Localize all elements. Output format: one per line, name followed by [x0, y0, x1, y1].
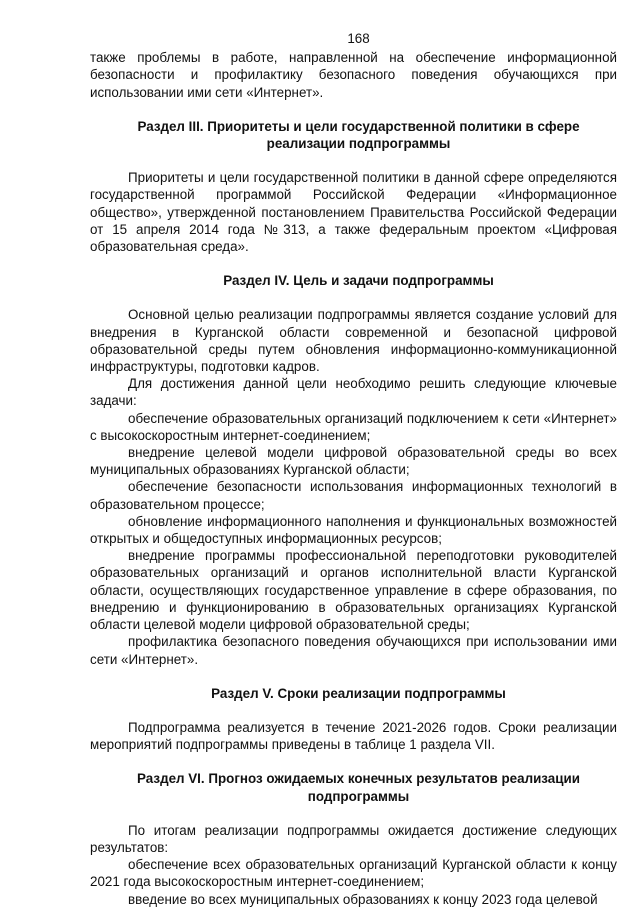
- section-6-list-item: введение во всех муниципальных образованиях к концу 2023 года целевой: [128, 891, 598, 907]
- section-4-paragraph: Для достижения данной цели необходимо решить следующие ключевые задачи:: [90, 376, 617, 409]
- section-4-heading: Раздел IV. Цель и задачи подпрограммы: [223, 273, 494, 289]
- section-6-heading: Раздел VI. Прогноз ожидаемых конечных результатов реализации подпрограммы: [137, 771, 580, 804]
- section-4-list-item: внедрение программы профессиональной переподготовки руководителей образовательных организаций и органов исполнительной власти Курганской области, осуществляющих государственное управление в сфере образования, по внедрению и функционированию в образовательных организациях Курганской области целевой модели цифровой образовательной среды;: [90, 548, 617, 633]
- section-4-list-item: внедрение целевой модели цифровой образовательной среды во всех муниципальных образованиях Курганской области;: [90, 445, 617, 478]
- section-3-paragraph: Приоритеты и цели государственной политики в данной сфере определяются государственной программой Российской Федерации «Информационное общество», утвержденной постановлением Правительства Российской Федерации от 15 апреля 2014 года №313, а также федеральным проектом «Цифровая образовательная среда».: [90, 170, 617, 255]
- section-4-list-item: обеспечение образовательных организаций подключением к сети «Интернет» с высокоскоростным интернет-соединением;: [90, 410, 617, 443]
- section-5-heading: Раздел V. Сроки реализации подпрограммы: [211, 685, 506, 701]
- section-6-paragraph: По итогам реализации подпрограммы ожидается достижение следующих результатов:: [90, 822, 617, 855]
- page-number: 168: [347, 31, 370, 46]
- section-5-paragraph: Подпрограмма реализуется в течение 2021-2026 годов. Сроки реализации мероприятий подпрограммы приведены в таблице 1 раздела VII.: [90, 719, 617, 753]
- section-4-paragraph: Основной целью реализации подпрограммы является создание условий для внедрения в Курганской области современной и безопасной цифровой образовательной среды путем обновления информационно-коммуникационной инфраструктуры, подготовки кадров.: [90, 307, 617, 375]
- section-3-heading: Раздел III. Приоритеты и цели государственной политики в сфере реализации подпрограммы: [137, 118, 580, 152]
- section-4-list-item: обновление информационного наполнения и функциональных возможностей открытых и общедоступных информационных ресурсов;: [90, 513, 617, 547]
- section-4-list-item: профилактика безопасного поведения обучающихся при использовании ими сети «Интернет».: [90, 634, 617, 667]
- document-page: [90, 30, 617, 908]
- intro-paragraph: также проблемы в работе, направленной на обеспечение информационной безопасности и профилактику безопасного поведения обучающихся при использовании ими сети «Интернет».: [90, 50, 617, 100]
- section-4-list-item: обеспечение безопасности использования информационных технологий в образовательном процессе;: [90, 479, 617, 512]
- section-6-list-item: обеспечение всех образовательных организаций Курганской области к концу 2021 года высокоскоростным интернет-соединением;: [90, 857, 617, 890]
